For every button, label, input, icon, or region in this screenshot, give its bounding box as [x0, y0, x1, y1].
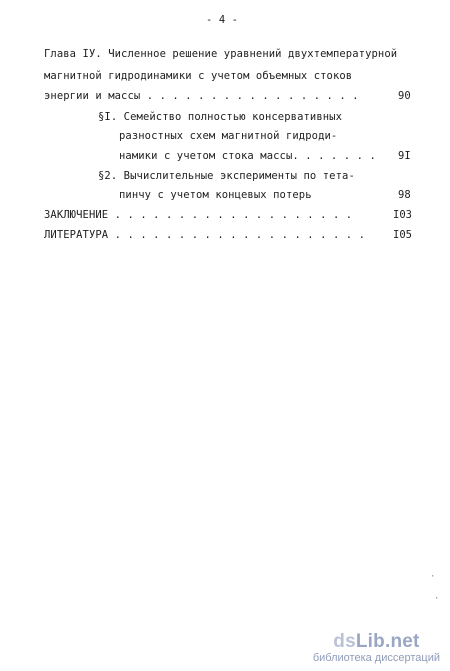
- toc-sec1-line-3: намики с учетом стока массы. . . . . . .: [119, 150, 376, 162]
- toc-chapter-page: 90: [398, 90, 411, 102]
- dslib-subtitle: библиотека диссертаций: [312, 652, 440, 664]
- toc-sec2-page: 98: [398, 189, 411, 201]
- toc-sec2-line-2: пинчу с учетом концевых потерь: [119, 189, 312, 201]
- toc-sec2-line-1: §2. Вычислительные эксперименты по тета-: [98, 170, 355, 182]
- page-number: - 4 -: [206, 14, 239, 26]
- toc-sec1-line-2: разностных схем магнитной гидроди-: [119, 130, 338, 142]
- toc-conclusion-line: ЗАКЛЮЧЕНИЕ . . . . . . . . . . . . . . . . . . .: [44, 209, 353, 221]
- toc-references-page: I05: [393, 229, 412, 241]
- dslib-watermark: [313, 632, 440, 665]
- toc-chapter-line-2: магнитной гидродинамики с учетом объемных стоков: [44, 70, 353, 82]
- toc-chapter-line-1: Глава IУ. Численное решение уравнений двухтемпературной: [44, 48, 398, 60]
- toc-sec1-page: 9I: [398, 150, 411, 162]
- dslib-logo: dsLib.net: [333, 631, 420, 652]
- toc-conclusion-page: I03: [393, 209, 412, 221]
- toc-chapter-line-3: энергии и массы . . . . . . . . . . . . . . . . .: [44, 90, 359, 102]
- toc-sec1-line-1: §I. Семейство полностью консервативных: [98, 111, 343, 123]
- scan-speck: ·: [434, 594, 440, 604]
- toc-references-line: ЛИТЕРАТУРА . . . . . . . . . . . . . . . . . . . .: [44, 229, 366, 241]
- scan-speck: ·: [430, 572, 436, 582]
